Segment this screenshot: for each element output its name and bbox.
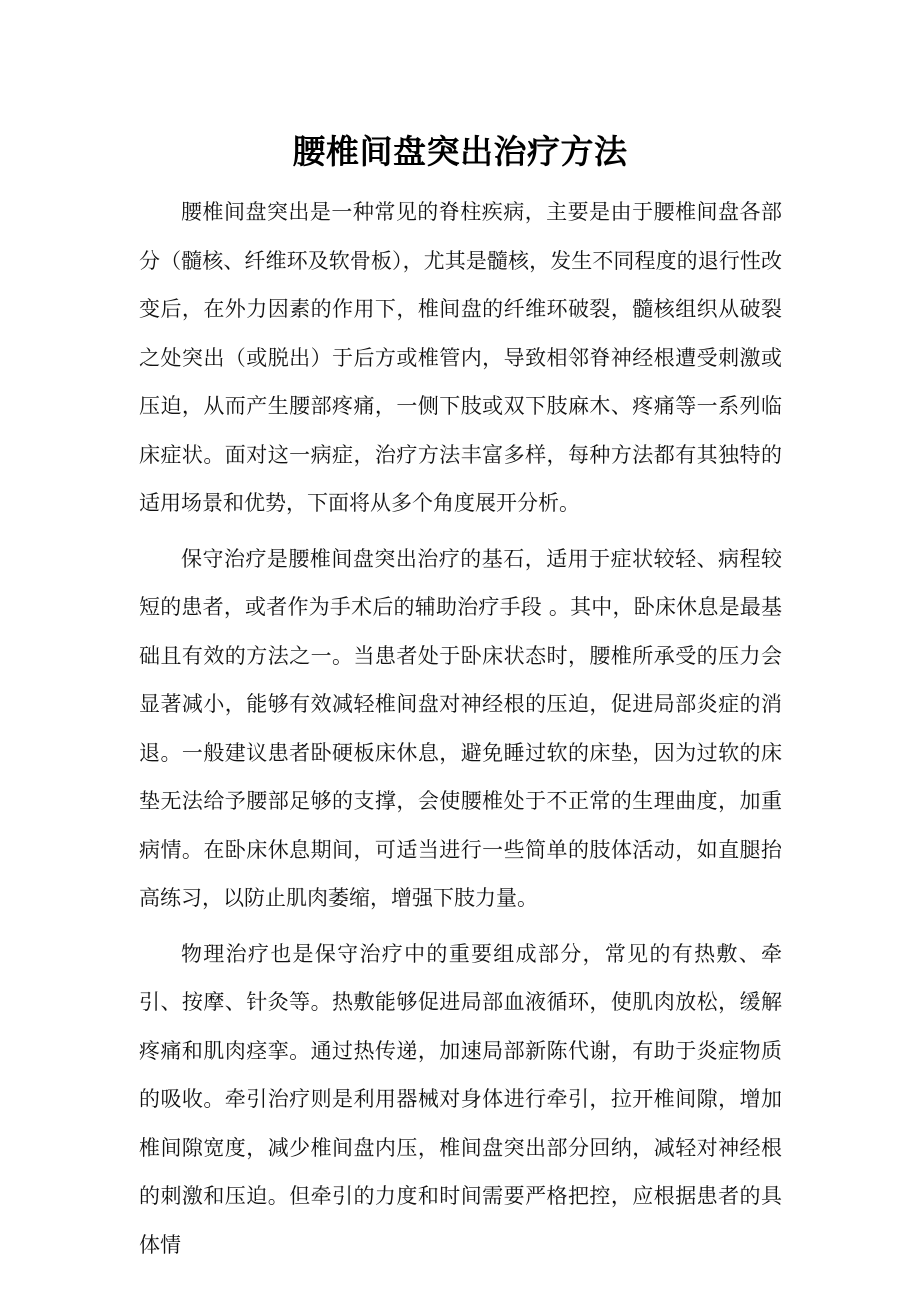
document-title: 腰椎间盘突出治疗方法: [292, 132, 628, 171]
document-body: [139, 188, 782, 1276]
paragraph-physical-therapy: 物理治疗也是保守治疗中的重要组成部分，常见的有热敷、牵引、按摩、针灸等。热敷能够促进局部血液循环，使肌肉放松，缓解疼痛和肌肉痉挛。通过热传递，加速局部新陈代谢，有助于炎症物质的吸收。牵引治疗则是利用器械对身体进行牵引，拉开椎间隙，增加椎间隙宽度，减少椎间盘内压，椎间盘突出部分回纳，减轻对神经根的刺激和压迫。但牵引的力度和时间需要严格把控，应根据患者的具体情: [139, 941, 782, 1257]
paragraph-conservative-treatment: 保守治疗是腰椎间盘突出治疗的基石，适用于症状较轻、病程较短的患者，或者作为手术后的辅助治疗手段 。其中，卧床休息是最基础且有效的方法之一。当患者处于卧床状态时，腰椎所承受的压力会显著减小，能够有效减轻椎间盘对神经根的压迫，促进局部炎症的消退。一般建议患者卧硬板床休息，避免睡过软的床垫，因为过软的床垫无法给予腰部足够的支撑，会使腰椎处于不正常的生理曲度，加重病情。在卧床休息期间，可适当进行一些简单的肢体活动，如直腿抬高练习，以防止肌肉萎缩，增强下肢力量。: [139, 546, 782, 910]
paragraph-intro: 腰椎间盘突出是一种常见的脊柱疾病，主要是由于腰椎间盘各部分（髓核、纤维环及软骨板），尤其是髓核，发生不同程度的退行性改变后，在外力因素的作用下，椎间盘的纤维环破裂，髓核组织从破裂之处突出（或脱出）于后方或椎管内，导致相邻脊神经根遭受刺激或压迫，从而产生腰部疼痛，一侧下肢或双下肢麻木、疼痛等一系列临床症状。面对这一病症，治疗方法丰富多样，每种方法都有其独特的适用场景和优势，下面将从多个角度展开分析。: [139, 200, 782, 515]
